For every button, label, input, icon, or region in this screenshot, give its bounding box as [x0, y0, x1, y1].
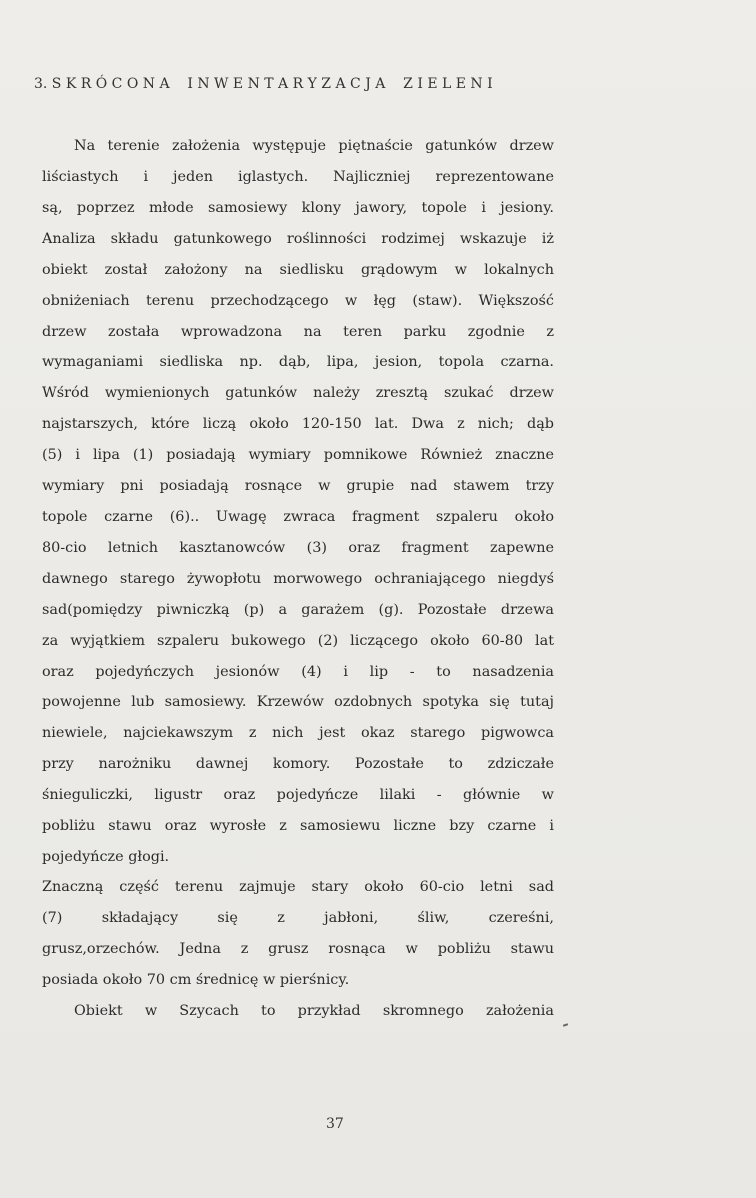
text-line: są, poprzez młode samosiewy klony jawory, topole i jesiony.: [42, 200, 554, 216]
text-line: 80-cio letnich kasztanowców (3) oraz fragment zapewne: [42, 540, 554, 556]
text-line: liściastych i jeden iglastych. Najliczniej reprezentowane: [42, 169, 554, 185]
section-heading: 3. S K R Ó C O N A I N W E N T A R Y Z A C J A Z I E L E N I: [34, 76, 493, 92]
text-line: dawnego starego żywopłotu morwowego ochraniającego niegdyś: [42, 571, 554, 587]
text-line: wymaganiami siedliska np. dąb, lipa, jesion, topola czarna.: [42, 354, 554, 370]
text-line: najstarszych, które liczą około 120-150 lat. Dwa z nich; dąb: [42, 416, 554, 432]
text-line: Obiekt w Szycach to przykład skromnego założenia: [74, 1003, 554, 1019]
text-line: Na terenie założenia występuje piętnaście gatunków drzew: [74, 138, 554, 154]
text-line: Wśród wymienionych gatunków należy zresztą szukać drzew: [42, 385, 554, 401]
text-line: śnieguliczki, ligustr oraz pojedyńcze lilaki - głównie w: [42, 787, 554, 803]
text-line: grusz,orzechów. Jedna z grusz rosnąca w pobliżu stawu: [42, 941, 554, 957]
text-line: za wyjątkiem szpaleru bukowego (2) liczącego około 60-80 lat: [42, 633, 554, 649]
text-line: przy narożniku dawnej komory. Pozostałe to zdziczałe: [42, 756, 554, 772]
text-line: Analiza składu gatunkowego roślinności rodzimej wskazuje iż: [42, 231, 554, 247]
text-line: oraz pojedyńczych jesionów (4) i lip - to nasadzenia: [42, 664, 554, 680]
text-line: (7) składający się z jabłoni, śliw, czereśni,: [42, 910, 554, 926]
text-line: obiekt został założony na siedlisku grądowym w lokalnych: [42, 262, 554, 278]
text-line: posiada około 70 cm średnicę w pierśnicy.: [42, 972, 350, 988]
text-line: topole czarne (6).. Uwagę zwraca fragment szpaleru około: [42, 509, 554, 525]
text-line: pojedyńcze głogi.: [42, 849, 170, 865]
text-line: powojenne lub samosiewy. Krzewów ozdobnych spotyka się tutaj: [42, 694, 554, 710]
scan-speck: [563, 1023, 568, 1027]
text-line: Znaczną część terenu zajmuje stary około 60-cio letni sad: [42, 879, 554, 895]
text-line: niewiele, najciekawszym z nich jest okaz starego pigwowca: [42, 725, 554, 741]
text-line: obniżeniach terenu przechodzącego w łęg (staw). Większość: [42, 293, 554, 309]
text-line: (5) i lipa (1) posiadają wymiary pomnikowe Również znaczne: [42, 447, 554, 463]
text-line: sad(pomiędzy piwniczką (p) a garażem (g). Pozostałe drzewa: [42, 602, 554, 618]
text-line: drzew została wprowadzona na teren parku zgodnie z: [42, 324, 554, 340]
text-line: wymiary pni posiadają rosnące w grupie nad stawem trzy: [42, 478, 554, 494]
page-number: 37: [326, 1116, 344, 1132]
text-line: pobliżu stawu oraz wyrosłe z samosiewu liczne bzy czarne i: [42, 818, 554, 834]
